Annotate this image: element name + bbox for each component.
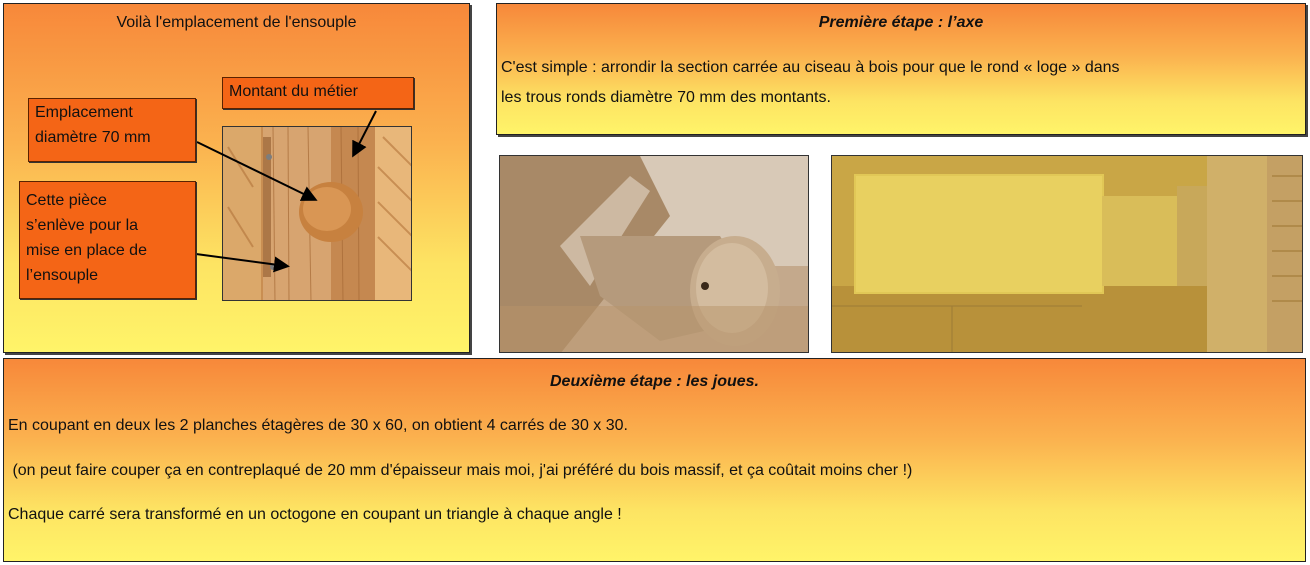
label-emplacement [28, 98, 196, 162]
square-axle-photo [831, 155, 1303, 353]
panel-ensouple-location [3, 3, 470, 353]
label-emplacement-line2: diamètre 70 mm [35, 129, 151, 146]
label-piece-line1: Cette pièce [26, 192, 107, 209]
step2-text-line1: En coupant en deux les 2 planches étagères de 30 x 60, on obtient 4 carrés de 30 x 30. [8, 417, 628, 434]
axle-end-photo [499, 155, 809, 353]
label-piece-line2: s’enlève pour la [26, 217, 139, 234]
step1-title: Première étape : l’axe [818, 14, 984, 31]
label-montant-metier [222, 77, 414, 109]
panel-step2-joues [3, 358, 1306, 562]
step2-text-line2: (on peut faire couper ça en contreplaqué de 20 mm d'épaisseur mais moi, j'ai préféré du bois massif, et ça coûtait moins cher !) [8, 462, 913, 479]
step1-text-line2: les trous ronds diamètre 70 mm des montants. [501, 89, 831, 106]
step1-text-line1: C'est simple : arrondir la section carrée au ciseau à bois pour que le rond « loge » dans [501, 59, 1120, 76]
label-emplacement-line1: Emplacement [35, 104, 133, 121]
step2-text-line3: Chaque carré sera transformé en un octogone en coupant un triangle à chaque angle ! [8, 506, 622, 523]
step2-title: Deuxième étape : les joues. [550, 373, 759, 390]
label-piece-line3: mise en place de [26, 242, 147, 259]
label-piece-amovible [19, 181, 196, 299]
label-montant-text: Montant du métier [229, 83, 358, 100]
panel-step1-axe [496, 3, 1306, 135]
annotation-arrows [4, 4, 471, 354]
label-piece-line4: l’ensouple [26, 267, 99, 284]
panel-title: Voilà l'emplacement de l'ensouple [116, 14, 357, 31]
